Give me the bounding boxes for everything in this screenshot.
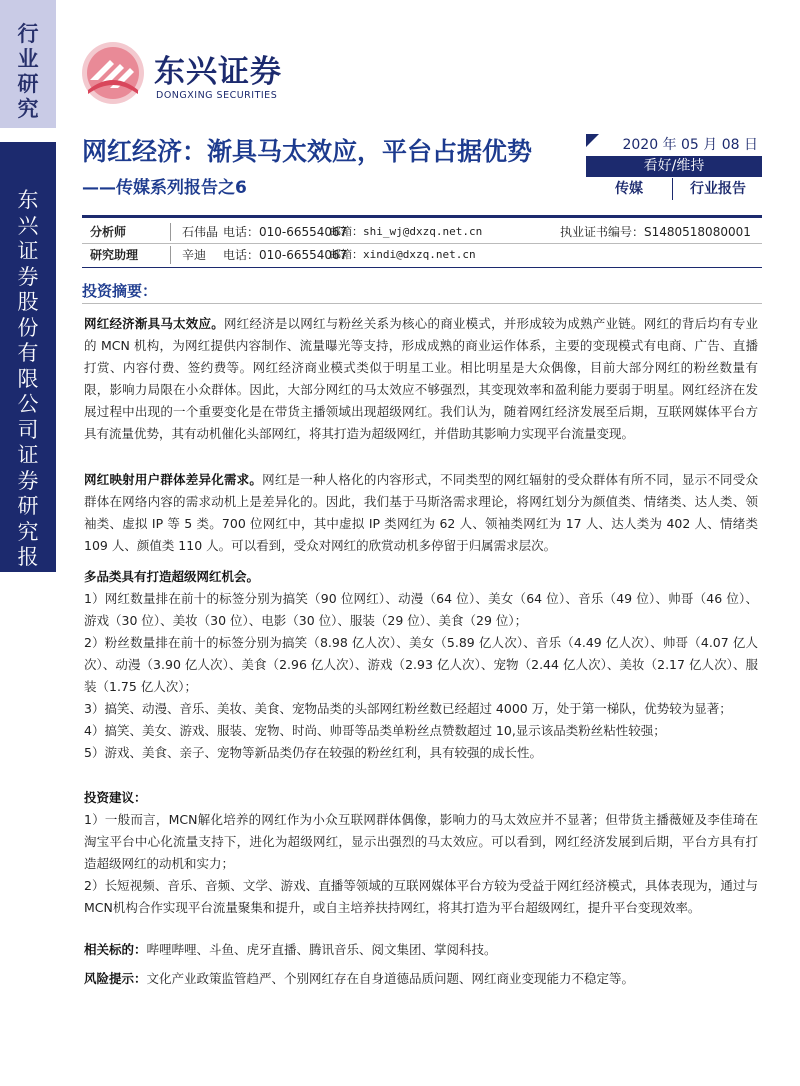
paragraph-lead: 网红经济渐具马太效应。 bbox=[84, 316, 224, 331]
corner-triangle-icon bbox=[586, 134, 599, 147]
assistant-name: 辛迪 bbox=[182, 248, 207, 262]
analyst-phone: 电话：010-66554067 bbox=[223, 225, 348, 239]
rating-badge: 看好/维持 bbox=[586, 156, 762, 177]
paragraph-text: 网红是一种人格化的内容形式，不同类型的网红辐射的受众群体有所不同，显示不同受众群体在网络内容的需求动机上是差异化的。因此，我们基于马斯洛需求理论，将网红划分为颜值类、情绪类、达人类、领袖类、虚拟 IP 等 5 类。700 位网红中，其中虚拟 IP 类网红为 62 人、领袖类网红为 17 人、达人类为 402 人、情绪类 109 人、颜值类 110 人。可以看到，受众对网红的欣赏动机多停留于归属需求层次。 bbox=[84, 472, 758, 553]
sidebar-top-label: 行业研究 bbox=[17, 22, 39, 121]
paragraph-text: 文化产业政策监管趋严、个别网红存在自身道德品质问题、网红商业变现能力不稳定等。 bbox=[146, 971, 635, 986]
list-item: 4）搞笑、美女、游戏、服装、宠物、时尚、帅哥等品类单粉丝点赞数超过 10,显示该品类粉丝粘性较强； bbox=[84, 723, 666, 738]
summary-paragraph-audience bbox=[84, 469, 758, 557]
paragraph-lead: 多品类具有打造超级网红机会。 bbox=[84, 569, 260, 584]
summary-paragraph-related-stocks bbox=[84, 939, 758, 961]
category-industry: 传媒 bbox=[586, 178, 673, 200]
report-date: 2020 年 05 月 08 日 bbox=[622, 137, 758, 153]
list-item: 2）粉丝数量排在前十的标签分别为搞笑（8.98 亿人次）、美女（5.89 亿人次）、音乐（4.49 亿人次）、帅哥（4.07 亿人次）、动漫（3.90 亿人次）、美食（2.96 亿人次）、游戏（2.93 亿人次）、宠物（2.44 亿人次）、美妆（2.17 亿人次）、服装（1.75 亿人次）； bbox=[84, 635, 758, 694]
assistant-role: 研究助理 bbox=[90, 248, 139, 262]
summary-paragraph-categories bbox=[84, 566, 758, 764]
assistant-row bbox=[82, 243, 762, 266]
brand-english: DONGXING SECURITIES bbox=[156, 90, 278, 101]
report-subtitle: ——传媒系列报告之6 bbox=[82, 178, 247, 198]
analyst-name: 石伟晶 bbox=[182, 225, 219, 239]
sidebar bbox=[0, 0, 56, 1086]
list-item: 3）搞笑、动漫、音乐、美妆、美食、宠物品类的头部网红粉丝数已经超过 4000 万，处于第一梯队，优势较为显著； bbox=[84, 701, 732, 716]
assistant-email: 邮箱：xindi@dxzq.net.cn bbox=[330, 248, 476, 261]
header-rule bbox=[82, 215, 762, 218]
paragraph-lead: 投资建议： bbox=[84, 790, 147, 805]
divider bbox=[170, 246, 171, 264]
sidebar-company-label: 东兴证券股份有限公司证券研究报告 bbox=[17, 188, 39, 595]
paragraph-lead: 相关标的： bbox=[84, 942, 147, 957]
brand-name: 东兴证券 bbox=[154, 54, 282, 90]
summary-paragraph-investment-advice bbox=[84, 787, 758, 919]
paragraph-lead: 风险提示： bbox=[84, 971, 147, 986]
analyst-row bbox=[82, 221, 762, 243]
paragraph-text: 哔哩哔哩、斗鱼、虎牙直播、腾讯音乐、阅文集团、掌阅科技。 bbox=[146, 942, 497, 957]
divider bbox=[170, 223, 171, 241]
analyst-role: 分析师 bbox=[90, 225, 127, 239]
category-type: 行业报告 bbox=[690, 181, 746, 197]
paragraph-lead: 网红映射用户群体差异化需求。 bbox=[84, 472, 263, 487]
summary-paragraph-risk bbox=[84, 968, 758, 990]
report-title: 网红经济：渐具马太效应，平台占据优势 bbox=[82, 137, 533, 166]
summary-paragraph-matthew-effect bbox=[84, 313, 758, 445]
summary-heading-rule bbox=[82, 303, 762, 304]
list-item: 1）一般而言，MCN解化培养的网红作为小众互联网群体偶像，影响力的马太效应并不显著；但带货主播薇娅及李佳琦在淘宝平台中心化流量支持下，进化为超级网红，显示出强烈的马太效应。可以看到，网红经济发展到后期，平台方具有打造超级网红的动机和实力； bbox=[84, 812, 758, 871]
analyst-rule bbox=[82, 267, 762, 268]
analyst-email: 邮箱：shi_wj@dxzq.net.cn bbox=[330, 225, 483, 238]
sidebar-company-band bbox=[0, 142, 56, 595]
list-item: 1）网红数量排在前十的标签分别为搞笑（90 位网红）、动漫（64 位）、美女（64 位）、音乐（49 位）、帅哥（46 位）、游戏（30 位）、美妆（30 位）、电影（30 位）、服装（29 位）、美食（29 位）； bbox=[84, 591, 758, 628]
assistant-phone: 电话：010-66554067 bbox=[223, 248, 348, 262]
company-logo bbox=[80, 38, 310, 108]
logo-mark-icon bbox=[80, 40, 146, 106]
paragraph-text: 网红经济是以网红与粉丝关系为核心的商业模式，并形成较为成熟产业链。网红的背后均有专业的 MCN 机构，为网红提供内容制作、流量曝光等支持，形成成熟的商业运作体系，主要的变现模式有电商、广告、直播打赏、内容付费、签约费等。网红经济商业模式类似于明星工业。相比明星是大众偶像，目前大部分网红的粉丝数量有限，影响力局限在小众群体。因此，大部分网红的马太效应不够强烈，其变现效率和盈利能力要弱于明星。网红经济在发展过程中出现的一个重要变化是在带货主播领域出现超级网红。我们认为，随着网红经济发展至后期，互联网媒体平台方具有流量优势，其有动机催化头部网红，将其打造为超级网红，并借助其影响力实现平台流量变现。 bbox=[84, 316, 758, 441]
analyst-license: 执业证书编号：S1480518080001 bbox=[560, 225, 751, 239]
list-item: 5）游戏、美食、亲子、宠物等新品类仍存在较强的粉丝红利，具有较强的成长性。 bbox=[84, 745, 542, 760]
summary-heading: 投资摘要： bbox=[82, 282, 158, 300]
sidebar-section-label bbox=[0, 0, 56, 128]
list-item: 2）长短视频、音乐、音频、文学、游戏、直播等领域的互联网媒体平台方较为受益于网红经济模式，具体表现为，通过与MCN机构合作实现平台流量聚集和提升，或自主培养扶持网红，将其打造为平台超级网红，提升平台变现效率。 bbox=[84, 878, 758, 915]
